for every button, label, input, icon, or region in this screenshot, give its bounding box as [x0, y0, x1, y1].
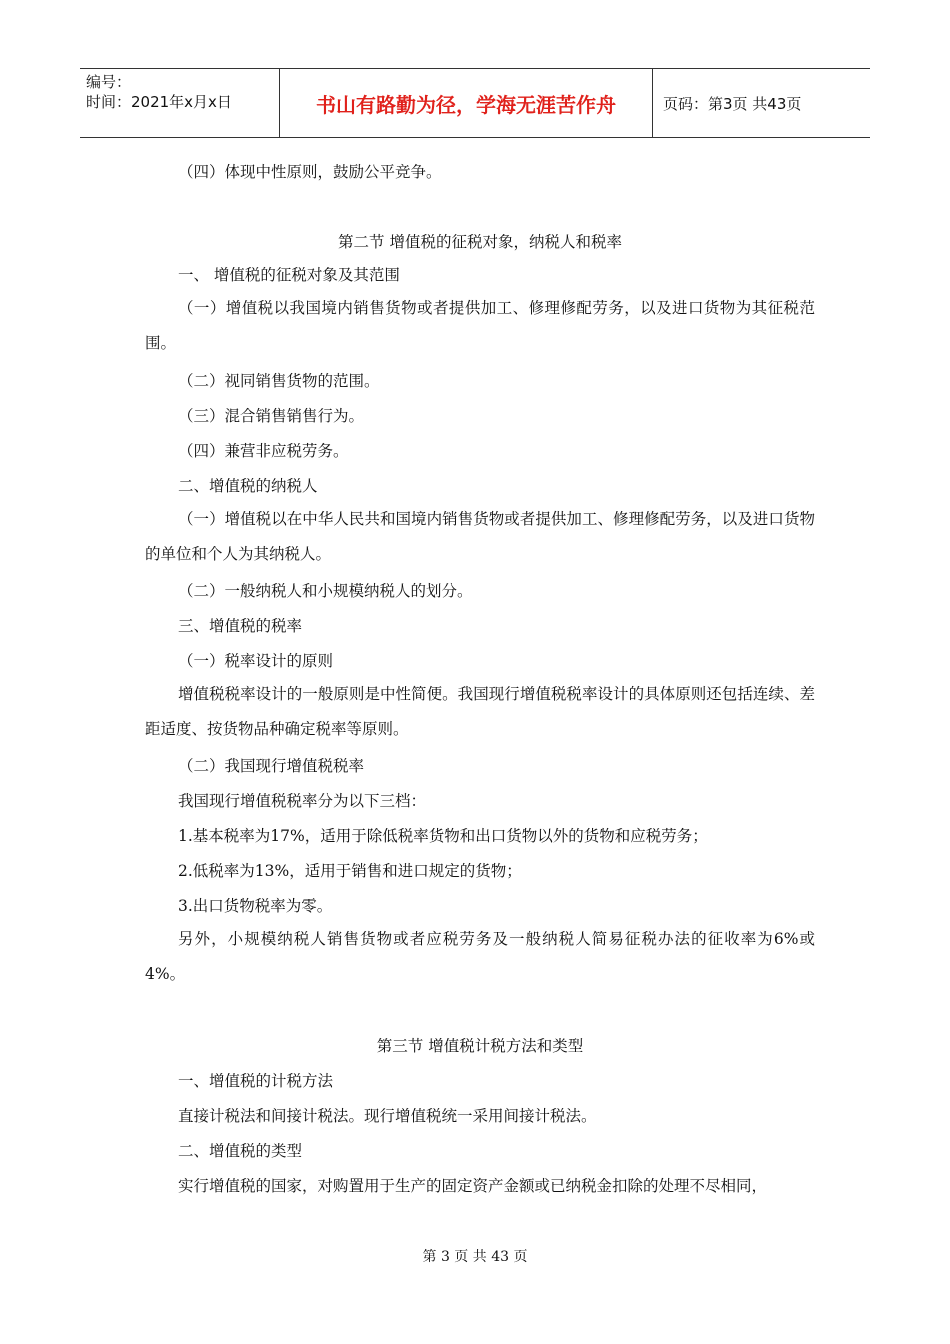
paragraph: 一、增值税的计税方法	[178, 1072, 334, 1090]
date-label: 时间：2021年x月x日	[86, 93, 232, 111]
paragraph: （二）视同销售货物的范围。	[178, 372, 380, 390]
paragraph: （四）体现中性原则，鼓励公平竞争。	[178, 163, 442, 181]
paragraph: 一、 增值税的征税对象及其范围	[178, 266, 400, 284]
paragraph: （三）混合销售销售行为。	[178, 407, 365, 425]
paragraph: （二）我国现行增值税税率	[178, 757, 365, 775]
paragraph: 我国现行增值税税率分为以下三档：	[178, 792, 427, 810]
paragraph: （二）一般纳税人和小规模纳税人的划分。	[178, 582, 473, 600]
paragraph: 1.基本税率为17%，适用于除低税率货物和出口货物以外的货物和应税劳务；	[178, 827, 708, 845]
page-header	[80, 68, 870, 138]
section-heading: 第三节 增值税计税方法和类型	[376, 1037, 584, 1055]
page-label: 页码：第3页 共43页	[663, 94, 802, 113]
paragraph: 2.低税率为13%，适用于销售和进口规定的货物；	[178, 862, 522, 880]
motto: 书山有路勤为径，学海无涯苦作舟	[280, 69, 653, 137]
paragraph: 增值税税率设计的一般原则是中性简便。我国现行增值税税率设计的具体原则还包括连续、差距适度、按货物品种确定税率等原则。	[145, 685, 815, 738]
paragraph: 另外，小规模纳税人销售货物或者应税劳务及一般纳税人简易征税办法的征收率为6%或4%。	[145, 930, 815, 983]
paragraph: 直接计税法和间接计税法。现行增值税统一采用间接计税法。	[178, 1107, 597, 1125]
paragraph: 3.出口货物税率为零。	[178, 897, 333, 915]
paragraph: 二、增值税的纳税人	[178, 477, 318, 495]
paragraph: （一）税率设计的原则	[178, 652, 334, 670]
paragraph: （四）兼营非应税劳务。	[178, 442, 349, 460]
page-footer: 第 3 页 共 43 页	[422, 1249, 528, 1265]
paragraph: （一）增值税以我国境内销售货物或者提供加工、修理修配劳务，以及进口货物为其征税范围。	[145, 299, 815, 352]
section-heading: 第二节 增值税的征税对象，纳税人和税率	[338, 233, 622, 251]
header-left-cell	[80, 69, 280, 137]
paragraph: （一）增值税以在中华人民共和国境内销售货物或者提供加工、修理修配劳务，以及进口货物的单位和个人为其纳税人。	[145, 510, 815, 563]
paragraph: 实行增值税的国家，对购置用于生产的固定资产金额或已纳税金扣除的处理不尽相同，	[178, 1177, 768, 1195]
number-label: 编号：	[86, 73, 132, 91]
paragraph: 三、增值税的税率	[178, 617, 303, 635]
paragraph: 二、增值税的类型	[178, 1142, 303, 1160]
